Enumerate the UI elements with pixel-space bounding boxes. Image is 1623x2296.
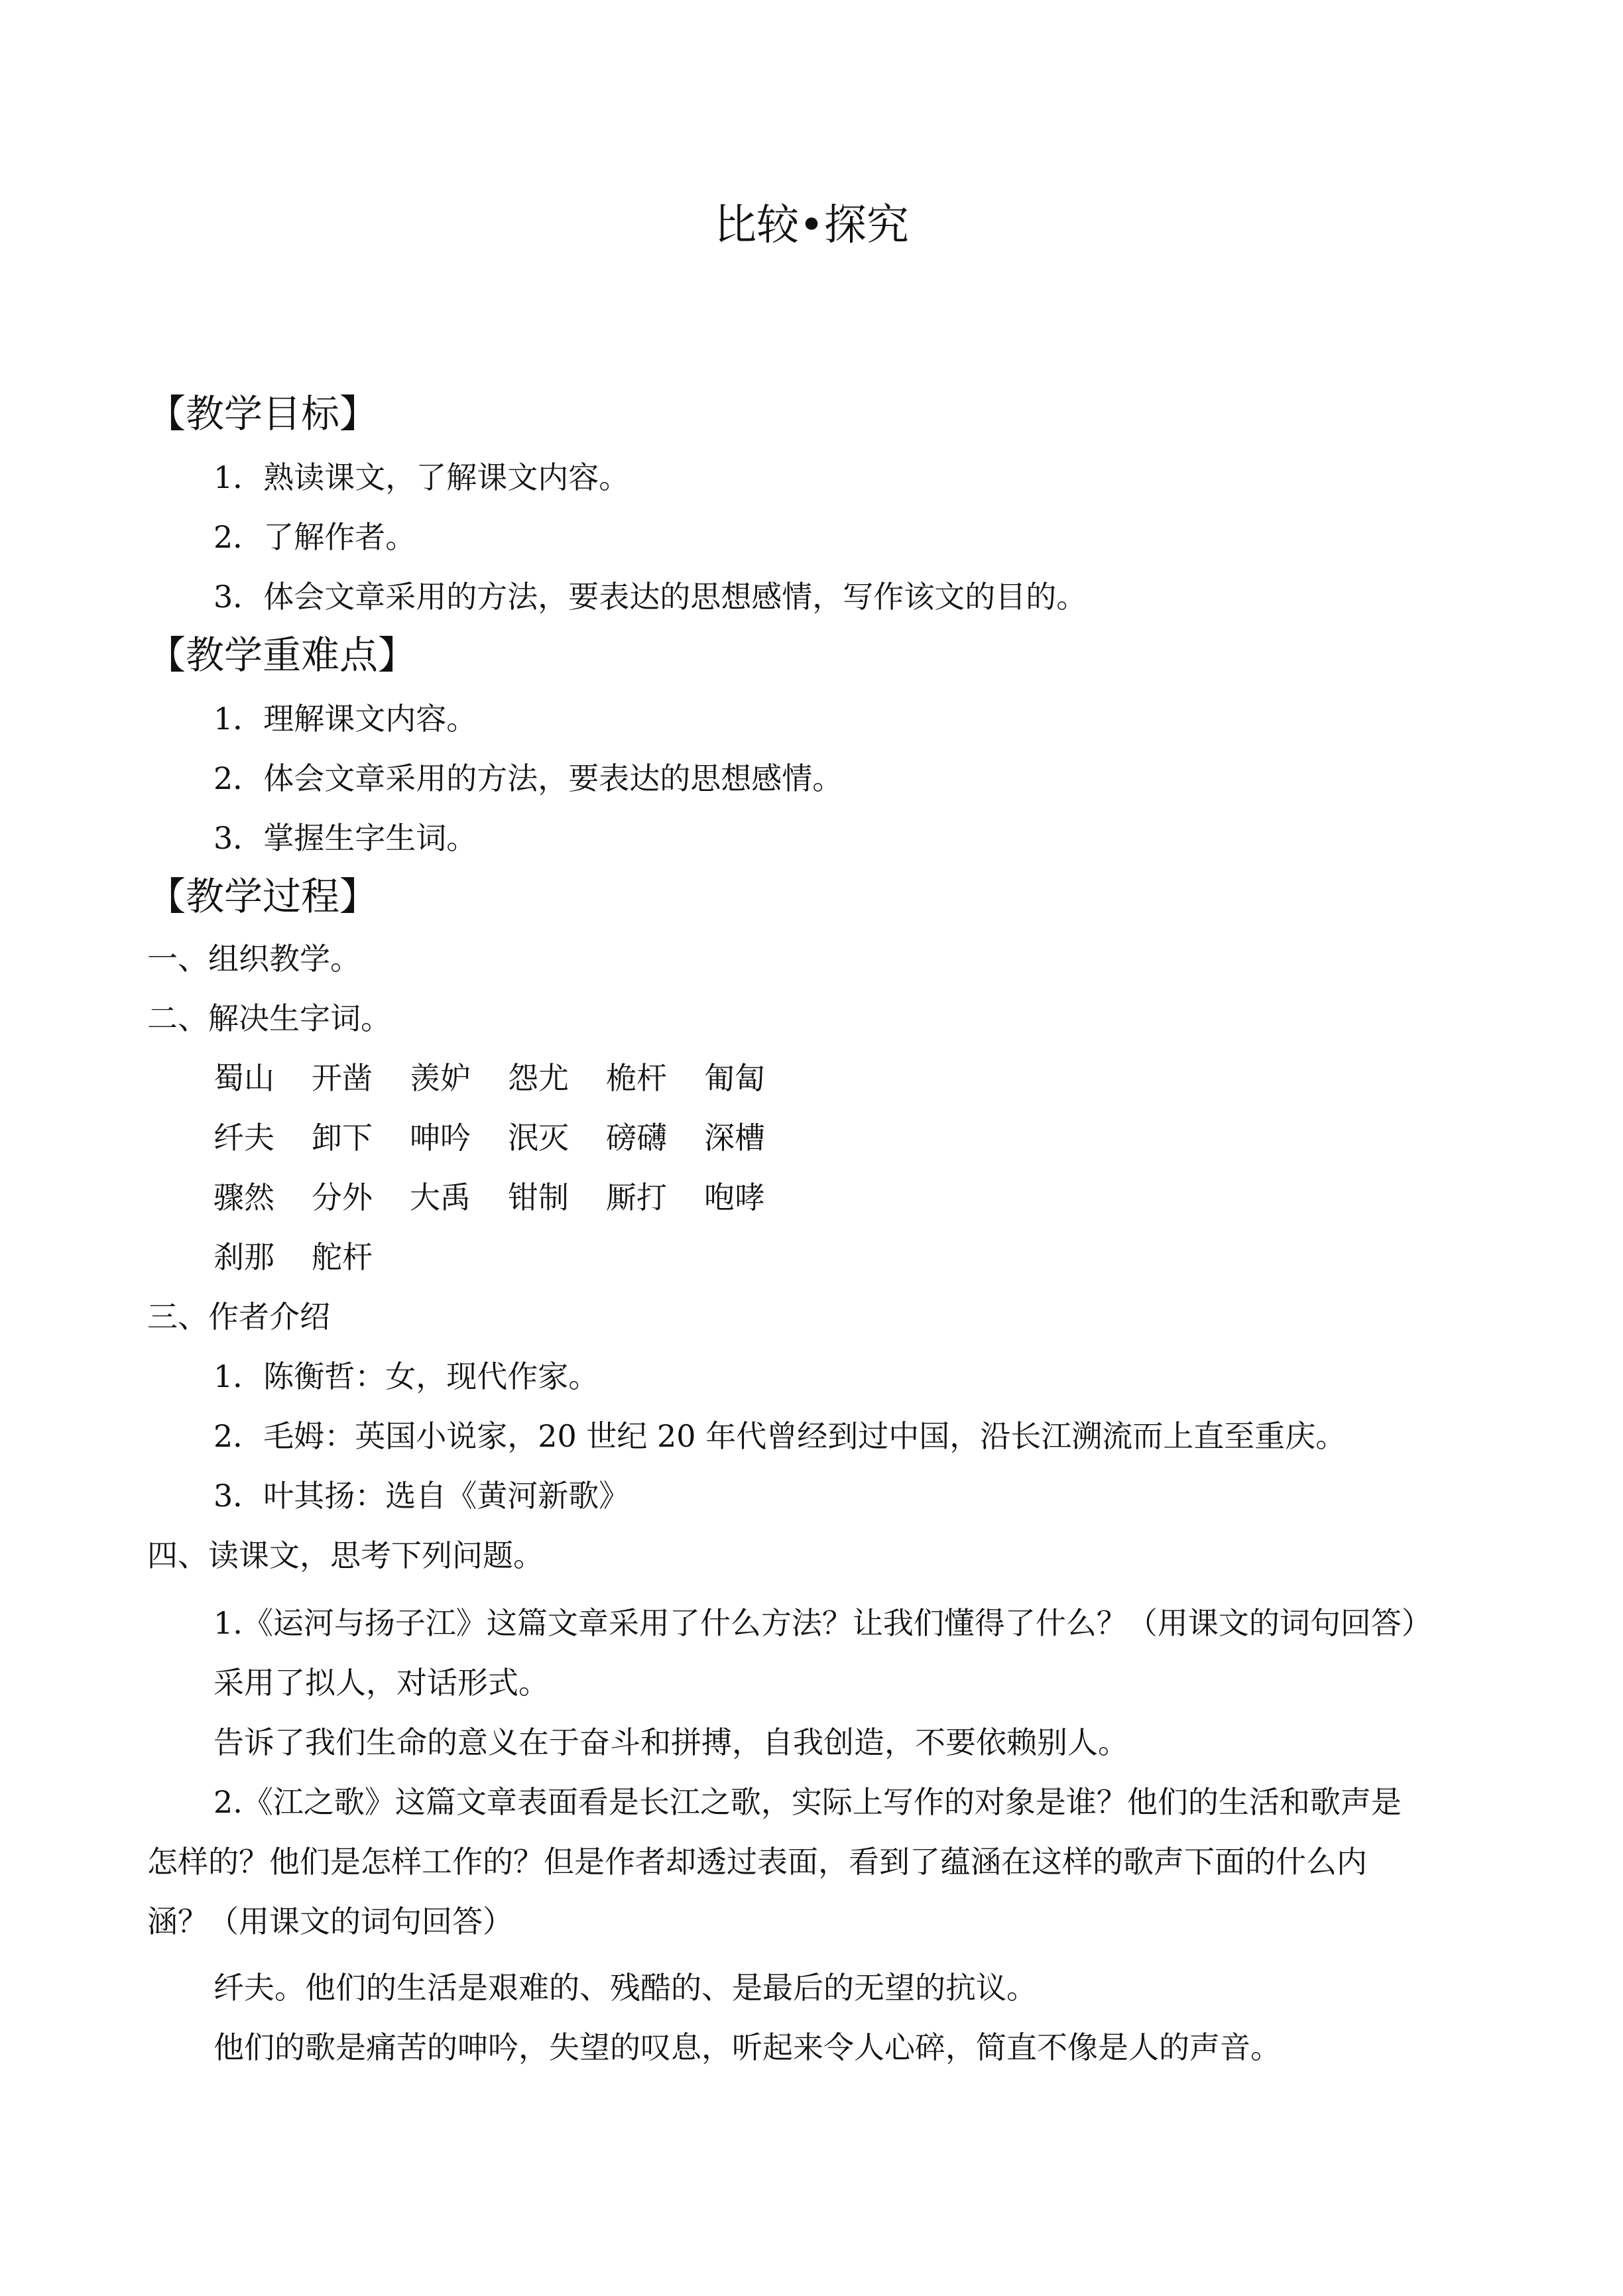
question-text: 2.《江之歌》这篇文章表面看是长江之歌，实际上写作的对象是谁？他们的生活和歌声是 [213, 1784, 1402, 1820]
vocab-word: 匍匐 [704, 1060, 765, 1096]
objective-item: 3．体会文章采用的方法，要表达的思想感情，写作该文的目的。 [213, 579, 1087, 615]
vocab-word: 纤夫 [213, 1120, 274, 1156]
question-text: 怎样的？他们是怎样工作的？但是作者却透过表面，看到了蕴涵在这样的歌声下面的什么内 [147, 1844, 1367, 1880]
vocab-word: 钳制 [508, 1179, 569, 1215]
answer-text: 告诉了我们生命的意义在于奋斗和拼搏，自我创造，不要依赖别人。 [213, 1724, 1128, 1760]
answer-text: 他们的歌是痛苦的呻吟，失望的叹息，听起来令人心碎，简直不像是人的声音。 [213, 2029, 1281, 2065]
vocab-row [213, 1237, 410, 1277]
author-item: 2．毛姆：英国小说家，20 世纪 20 年代曾经到过中国，沿长江溯流而上直至重庆。 [213, 1418, 1347, 1454]
process-step: 一、组织教学。 [147, 941, 361, 977]
process-step: 四、读课文，思考下列问题。 [147, 1538, 544, 1573]
vocab-row [213, 1178, 802, 1217]
author-item: 1．陈衡哲：女，现代作家。 [213, 1359, 599, 1394]
key-point-item: 3．掌握生字生词。 [213, 820, 477, 856]
process-step: 二、解决生字词。 [147, 1000, 391, 1036]
vocab-word: 桅杆 [606, 1060, 667, 1096]
objectives-heading: 【教学目标】 [147, 391, 379, 436]
objective-item: 1．熟读课文，了解课文内容。 [213, 459, 630, 495]
vocab-row [213, 1058, 802, 1098]
key-point-item: 2．体会文章采用的方法，要表达的思想感情。 [213, 760, 843, 796]
process-heading: 【教学过程】 [147, 874, 379, 919]
key-points-heading: 【教学重难点】 [147, 633, 417, 678]
vocab-word: 刹那 [213, 1239, 274, 1275]
key-point-item: 1．理解课文内容。 [213, 701, 477, 737]
vocab-word: 开凿 [312, 1060, 373, 1096]
vocab-row [213, 1118, 802, 1158]
vocab-word: 泯灭 [508, 1120, 569, 1156]
vocab-word: 深槽 [704, 1120, 765, 1156]
vocab-word: 卸下 [312, 1120, 373, 1156]
answer-text: 采用了拟人，对话形式。 [213, 1665, 549, 1701]
answer-text: 纤夫。他们的生活是艰难的、残酷的、是最后的无望的抗议。 [213, 1970, 1037, 2006]
process-step: 三、作者介绍 [147, 1299, 330, 1335]
objective-item: 2．了解作者。 [213, 519, 416, 555]
vocab-word: 磅礴 [606, 1120, 667, 1156]
vocab-word: 蜀山 [213, 1060, 274, 1096]
question-text: 涵？（用课文的词句回答） [147, 1903, 513, 1939]
vocab-word: 怨尤 [508, 1060, 569, 1096]
vocab-word: 分外 [312, 1179, 373, 1215]
vocab-word: 骤然 [213, 1179, 274, 1215]
vocab-word: 咆哮 [704, 1179, 765, 1215]
vocab-word: 厮打 [606, 1179, 667, 1215]
vocab-word: 羡妒 [410, 1060, 471, 1096]
page-title: 比较•探究 [714, 201, 909, 250]
question-text: 1.《运河与扬子江》这篇文章采用了什么方法？让我们懂得了什么？（用课文的词句回答） [213, 1605, 1432, 1641]
vocab-word: 呻吟 [410, 1120, 471, 1156]
vocab-word: 大禹 [410, 1179, 471, 1215]
author-item: 3．叶其扬：选自《黄河新歌》 [213, 1478, 630, 1514]
vocab-word: 舵杆 [312, 1239, 373, 1275]
